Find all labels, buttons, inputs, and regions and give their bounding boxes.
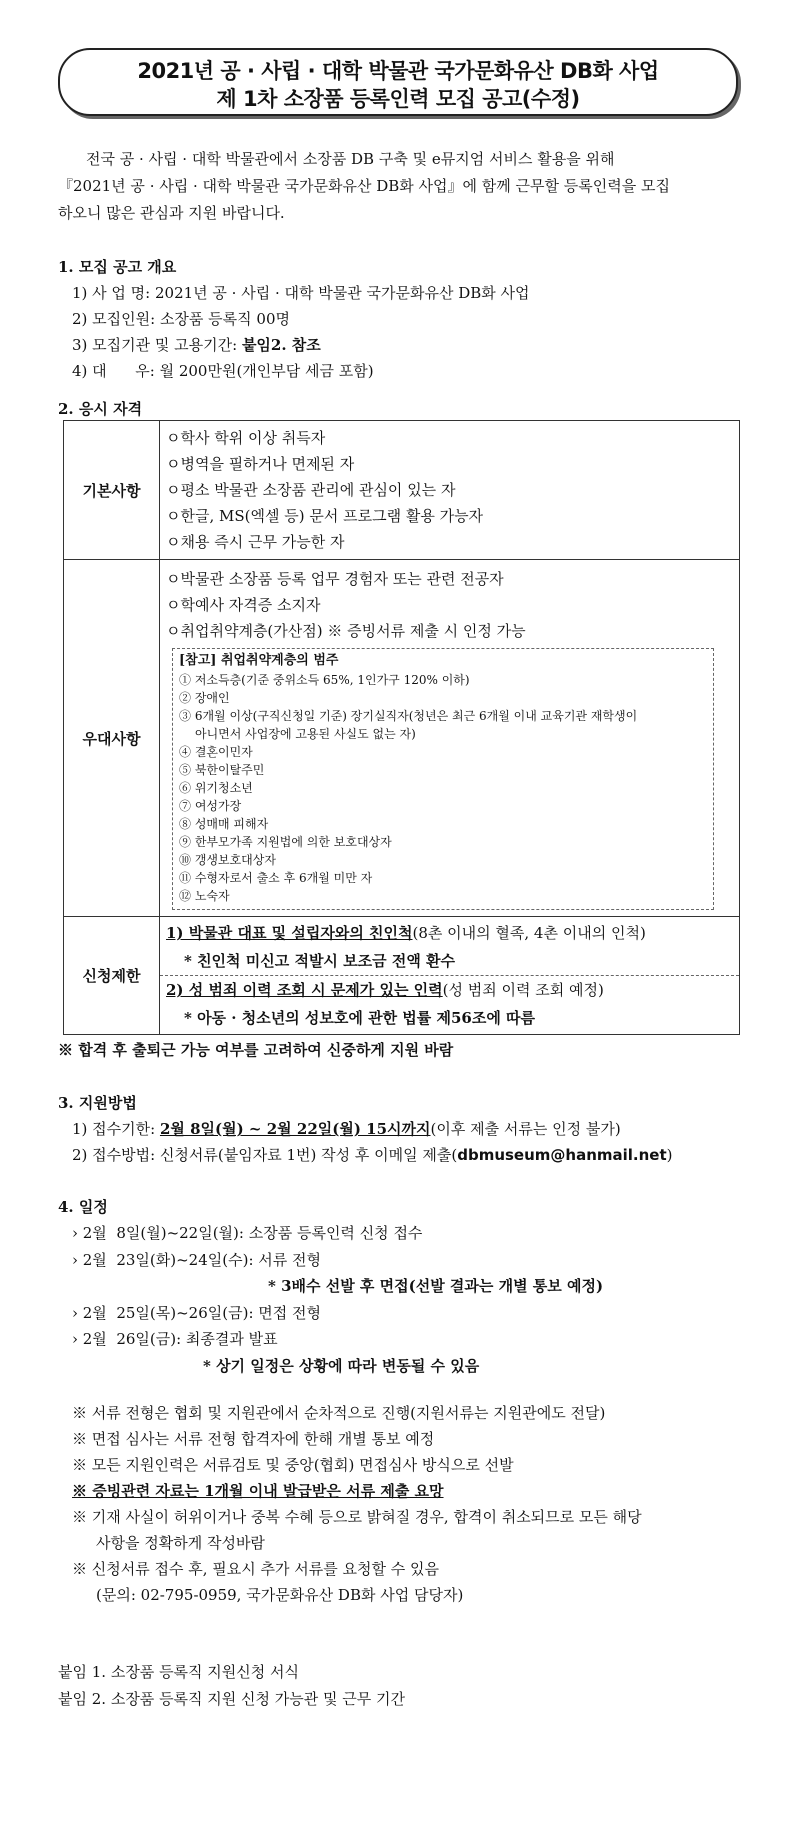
section-3-item-1	[72, 1118, 621, 1139]
note-item: ※ 모든 지원인력은 서류검토 및 중앙(협회) 면접심사 방식으로 선발	[72, 1456, 514, 1474]
section-1-item-3	[72, 334, 321, 355]
contact-info: (문의: 02-795-0959, 국가문화유산 DB화 사업 담당자)	[96, 1586, 464, 1604]
limit-2-note: * 아동 · 청소년의 성보호에 관한 법률 제56조에 따름	[184, 1009, 536, 1027]
limit-1	[160, 917, 739, 947]
schedule-item: › 2월 23일(화)~24일(수): 서류 전형	[72, 1251, 321, 1269]
limit-2	[160, 976, 739, 1004]
schedule-item: › 2월 26일(금): 최종결과 발표	[72, 1330, 278, 1348]
preferred-item: ㅇ박물관 소장품 등록 업무 경험자 또는 관련 전공자	[166, 570, 504, 588]
intro-line-2: 『2021년 공 · 사립 · 대학 박물관 국가문화유산 DB화 사업』에 함께 근무할 등록인력을 모집	[58, 177, 670, 195]
limit-1-title: 1) 박물관 대표 및 설립자와의 친인척	[166, 924, 413, 942]
note-item-continued: 사항을 정확하게 작성바람	[96, 1534, 265, 1552]
reference-item-continued: 아니면서 사업장에 고용된 사실도 없는 자)	[195, 727, 416, 741]
schedule-item: › 2월 8일(월)~22일(월): 소장품 등록인력 신청 접수	[72, 1224, 423, 1242]
attachment-1: 붙임 1. 소장품 등록직 지원신청 서식	[58, 1663, 300, 1681]
email-address: dbmuseum@hanmail.net	[457, 1146, 667, 1164]
basic-label: 기본사항	[64, 421, 160, 560]
note-item: ※ 면접 심사는 서류 전형 합격자에 한해 개별 통보 예정	[72, 1430, 435, 1448]
intro-line-3: 하오니 많은 관심과 지원 바랍니다.	[58, 204, 285, 222]
section-1-item-3-text: 3) 모집기관 및 고용기간:	[72, 336, 242, 354]
attachment-2: 붙임 2. 소장품 등록직 지원 신청 가능관 및 근무 기간	[58, 1690, 406, 1708]
section-3-item-2	[72, 1144, 673, 1165]
schedule-change-note: * 상기 일정은 상황에 따라 변동될 수 있음	[203, 1357, 480, 1375]
deadline-dates: 2월 8일(월) ~ 2월 22일(월) 15시까지	[159, 1120, 431, 1138]
basic-item: ㅇ학사 학위 이상 취득자	[166, 429, 326, 447]
reference-title: [참고] 취업취약계층의 범주	[179, 653, 339, 668]
basic-item: ㅇ평소 박물관 소장품 관리에 관심이 있는 자	[166, 481, 456, 499]
note-item: ※ 신청서류 접수 후, 필요시 추가 서류를 요청할 수 있음	[72, 1560, 439, 1578]
preferred-content	[160, 560, 740, 917]
section-2-heading: 2. 응시 자격	[58, 400, 143, 418]
limit-1-detail: (8촌 이내의 혈족, 4촌 이내의 인척)	[412, 924, 646, 942]
reference-item: ⑪ 수형자로서 출소 후 6개월 미만 자	[179, 871, 373, 885]
title-box	[58, 48, 738, 116]
limit-label: 신청제한	[64, 917, 160, 1035]
section-4-heading: 4. 일정	[58, 1198, 108, 1216]
reference-item: ⑤ 북한이탈주민	[179, 763, 265, 777]
note-item: ※ 서류 전형은 협회 및 지원관에서 순차적으로 진행(지원서류는 지원관에도 전달)	[72, 1404, 606, 1422]
qualification-table	[63, 420, 740, 1035]
section-1-heading: 1. 모집 공고 개요	[58, 258, 177, 276]
section-3-heading: 3. 지원방법	[58, 1094, 137, 1112]
preferred-label: 우대사항	[64, 560, 160, 917]
title-line-1: 2021년 공 · 사립 · 대학 박물관 국가문화유산 DB화 사업	[137, 59, 659, 83]
method-suffix: )	[666, 1146, 673, 1164]
preferred-item: ㅇ학예사 자격증 소지자	[166, 596, 321, 614]
limit-1-note: * 친인척 미신고 적발시 보조금 전액 환수	[184, 952, 456, 970]
limit-2-title: 2) 성 범죄 이력 조회 시 문제가 있는 인력	[166, 981, 443, 999]
limit-2-detail: (성 범죄 이력 조회 예정)	[442, 981, 604, 999]
basic-item: ㅇ병역을 필하거나 면제된 자	[166, 455, 355, 473]
reference-item: ④ 결혼이민자	[179, 745, 253, 759]
title-line-2: 제 1차 소장품 등록인력 모집 공고(수정)	[216, 87, 580, 111]
limit-content	[160, 917, 740, 1035]
section-1-item-2: 2) 모집인원: 소장품 등록직 00명	[72, 310, 290, 328]
schedule-item: › 2월 25일(목)~26일(금): 면접 전형	[72, 1304, 321, 1322]
section-1-item-4: 4) 대 우: 월 200만원(개인부담 세금 포함)	[72, 362, 374, 380]
intro-line-1: 전국 공 · 사립 · 대학 박물관에서 소장품 DB 구축 및 e뮤지엄 서비스 활용을 위해	[86, 150, 615, 168]
basic-item: ㅇ한글, MS(엑셀 등) 문서 프로그램 활용 가능자	[166, 507, 484, 525]
basic-item: ㅇ채용 즉시 근무 가능한 자	[166, 533, 345, 551]
section-1-item-1: 1) 사 업 명: 2021년 공 · 사립 · 대학 박물관 국가문화유산 DB화 사업	[72, 284, 530, 302]
reference-item: ② 장애인	[179, 691, 230, 705]
preferred-row	[64, 560, 740, 917]
limit-row	[64, 917, 740, 1035]
reference-item: ⑨ 한부모가족 지원법에 의한 보호대상자	[179, 835, 392, 849]
reference-item: ⑥ 위기청소년	[179, 781, 253, 795]
note-item: ※ 기재 사실이 허위이거나 중복 수혜 등으로 밝혀질 경우, 합격이 취소되므로 모든 해당	[72, 1508, 642, 1526]
preferred-item: ㅇ취업취약계층(가산점) ※ 증빙서류 제출 시 인정 가능	[166, 622, 526, 640]
vulnerable-group-reference	[172, 648, 714, 910]
reference-item: ① 저소득층(기준 중위소득 65%, 1인가구 120% 이하)	[179, 673, 470, 687]
warning-note: ※ 합격 후 출퇴근 가능 여부를 고려하여 신중하게 지원 바람	[58, 1041, 454, 1059]
deadline-prefix: 1) 접수기한:	[72, 1120, 160, 1138]
basic-row	[64, 421, 740, 560]
reference-item: ③ 6개월 이상(구직신청일 기준) 장기실직자(청년은 최근 6개월 이내 교육기관 재학생이	[179, 709, 638, 723]
reference-item: ⑫ 노숙자	[179, 889, 230, 903]
method-prefix: 2) 접수방법: 신청서류(붙임자료 1번) 작성 후 이메일 제출(	[72, 1146, 458, 1164]
section-1-item-3-bold: 붙임2. 참조	[241, 336, 321, 354]
reference-item: ⑦ 여성가장	[179, 799, 242, 813]
reference-item: ⑩ 갱생보호대상자	[179, 853, 276, 867]
note-item: ※ 증빙관련 자료는 1개월 이내 발급받은 서류 제출 요망	[72, 1482, 444, 1500]
deadline-note: (이후 제출 서류는 인정 불가)	[430, 1120, 621, 1138]
interview-note: * 3배수 선발 후 면접(선발 결과는 개별 통보 예정)	[268, 1277, 604, 1295]
basic-content	[160, 421, 740, 560]
reference-item: ⑧ 성매매 피해자	[179, 817, 269, 831]
